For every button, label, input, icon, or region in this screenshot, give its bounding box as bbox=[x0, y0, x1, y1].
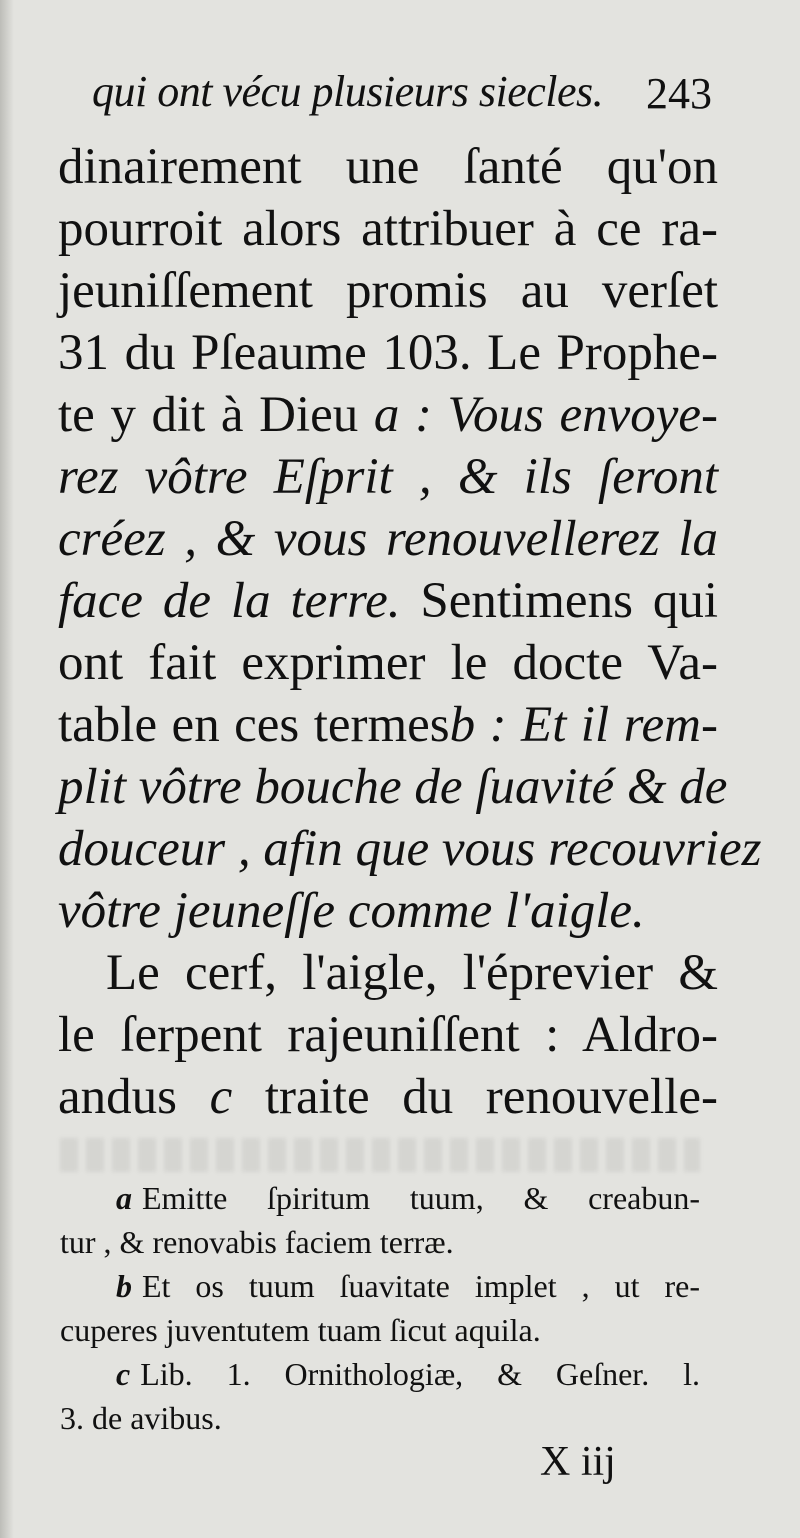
text-line: douceur , afin que vous recouvriez bbox=[58, 821, 762, 877]
footnote-text: Lib. 1. Ornithologiæ, & Geſner. l. bbox=[140, 1356, 700, 1392]
text-line: pourroit alors attribuer à ce ra- bbox=[58, 201, 718, 257]
text-line: plit vôtre bouche de ſuavité & de bbox=[58, 759, 728, 815]
running-title: qui ont vécu plusieurs siecles. bbox=[92, 67, 604, 116]
footnotes bbox=[60, 1176, 700, 1440]
bleed-through-shadow bbox=[60, 1138, 700, 1172]
text-segment: Sentimens qui bbox=[420, 573, 718, 629]
text-line: jeuniſſement promis au verſet bbox=[58, 263, 718, 319]
footnote-mark: c bbox=[116, 1356, 131, 1392]
text-line: 31 du Pſeaume 103. Le Prophe- bbox=[58, 325, 718, 381]
text-line: créez , & vous renouvellerez la bbox=[58, 511, 718, 567]
text-line: vôtre jeuneſſe comme l'aigle. bbox=[58, 883, 645, 939]
text-line bbox=[58, 384, 718, 446]
text-segment: : Et il rem- bbox=[489, 697, 718, 753]
running-head bbox=[92, 66, 712, 136]
footnote-c-line bbox=[60, 1352, 700, 1396]
signature-mark: X iij bbox=[540, 1439, 616, 1485]
text-line bbox=[58, 570, 718, 632]
page-number: 243 bbox=[646, 69, 712, 118]
text-segment: face de la terre. bbox=[58, 573, 401, 629]
main-text bbox=[58, 136, 762, 1128]
text-segment: traite du renouvelle- bbox=[264, 1069, 719, 1125]
footnote-mark: a bbox=[116, 1180, 132, 1216]
text-line: rez vôtre Eſprit , & ils ſeront bbox=[58, 449, 718, 505]
text-segment: andus bbox=[58, 1069, 177, 1125]
text-segment: : Vous envoye- bbox=[414, 387, 719, 443]
footnote-text: Et os tuum ſuavitate implet , ut re- bbox=[142, 1268, 700, 1304]
footnote-b-line bbox=[60, 1264, 700, 1308]
footnote-a-line bbox=[60, 1176, 700, 1220]
footnote-text: Emitte ſpiritum tuum, & creabun- bbox=[142, 1180, 700, 1216]
footnote-b-line: cuperes juventutem tuam ſicut aquila. bbox=[60, 1312, 541, 1348]
footnote-ref: a bbox=[373, 387, 400, 443]
footnote-mark: b bbox=[116, 1268, 132, 1304]
footnote-ref: c bbox=[209, 1069, 233, 1125]
text-line: le ſerpent rajeuniſſent : Aldro- bbox=[58, 1007, 718, 1063]
text-line: dinairement une ſanté qu'on bbox=[58, 139, 718, 195]
footnote-ref: b bbox=[449, 697, 476, 753]
text-line bbox=[58, 1066, 718, 1128]
footnote-c-line: 3. de avibus. bbox=[60, 1400, 222, 1436]
text-line: Le cerf, l'aigle, l'éprevier & bbox=[106, 945, 718, 1001]
text-segment: table en ces termes bbox=[58, 697, 450, 753]
text-line: ont fait exprimer le docte Va- bbox=[58, 635, 718, 691]
footnote-a-line: tur , & renovabis faciem terræ. bbox=[60, 1224, 454, 1260]
text-segment: te y dit à Dieu bbox=[58, 387, 359, 443]
text-line bbox=[58, 694, 718, 756]
